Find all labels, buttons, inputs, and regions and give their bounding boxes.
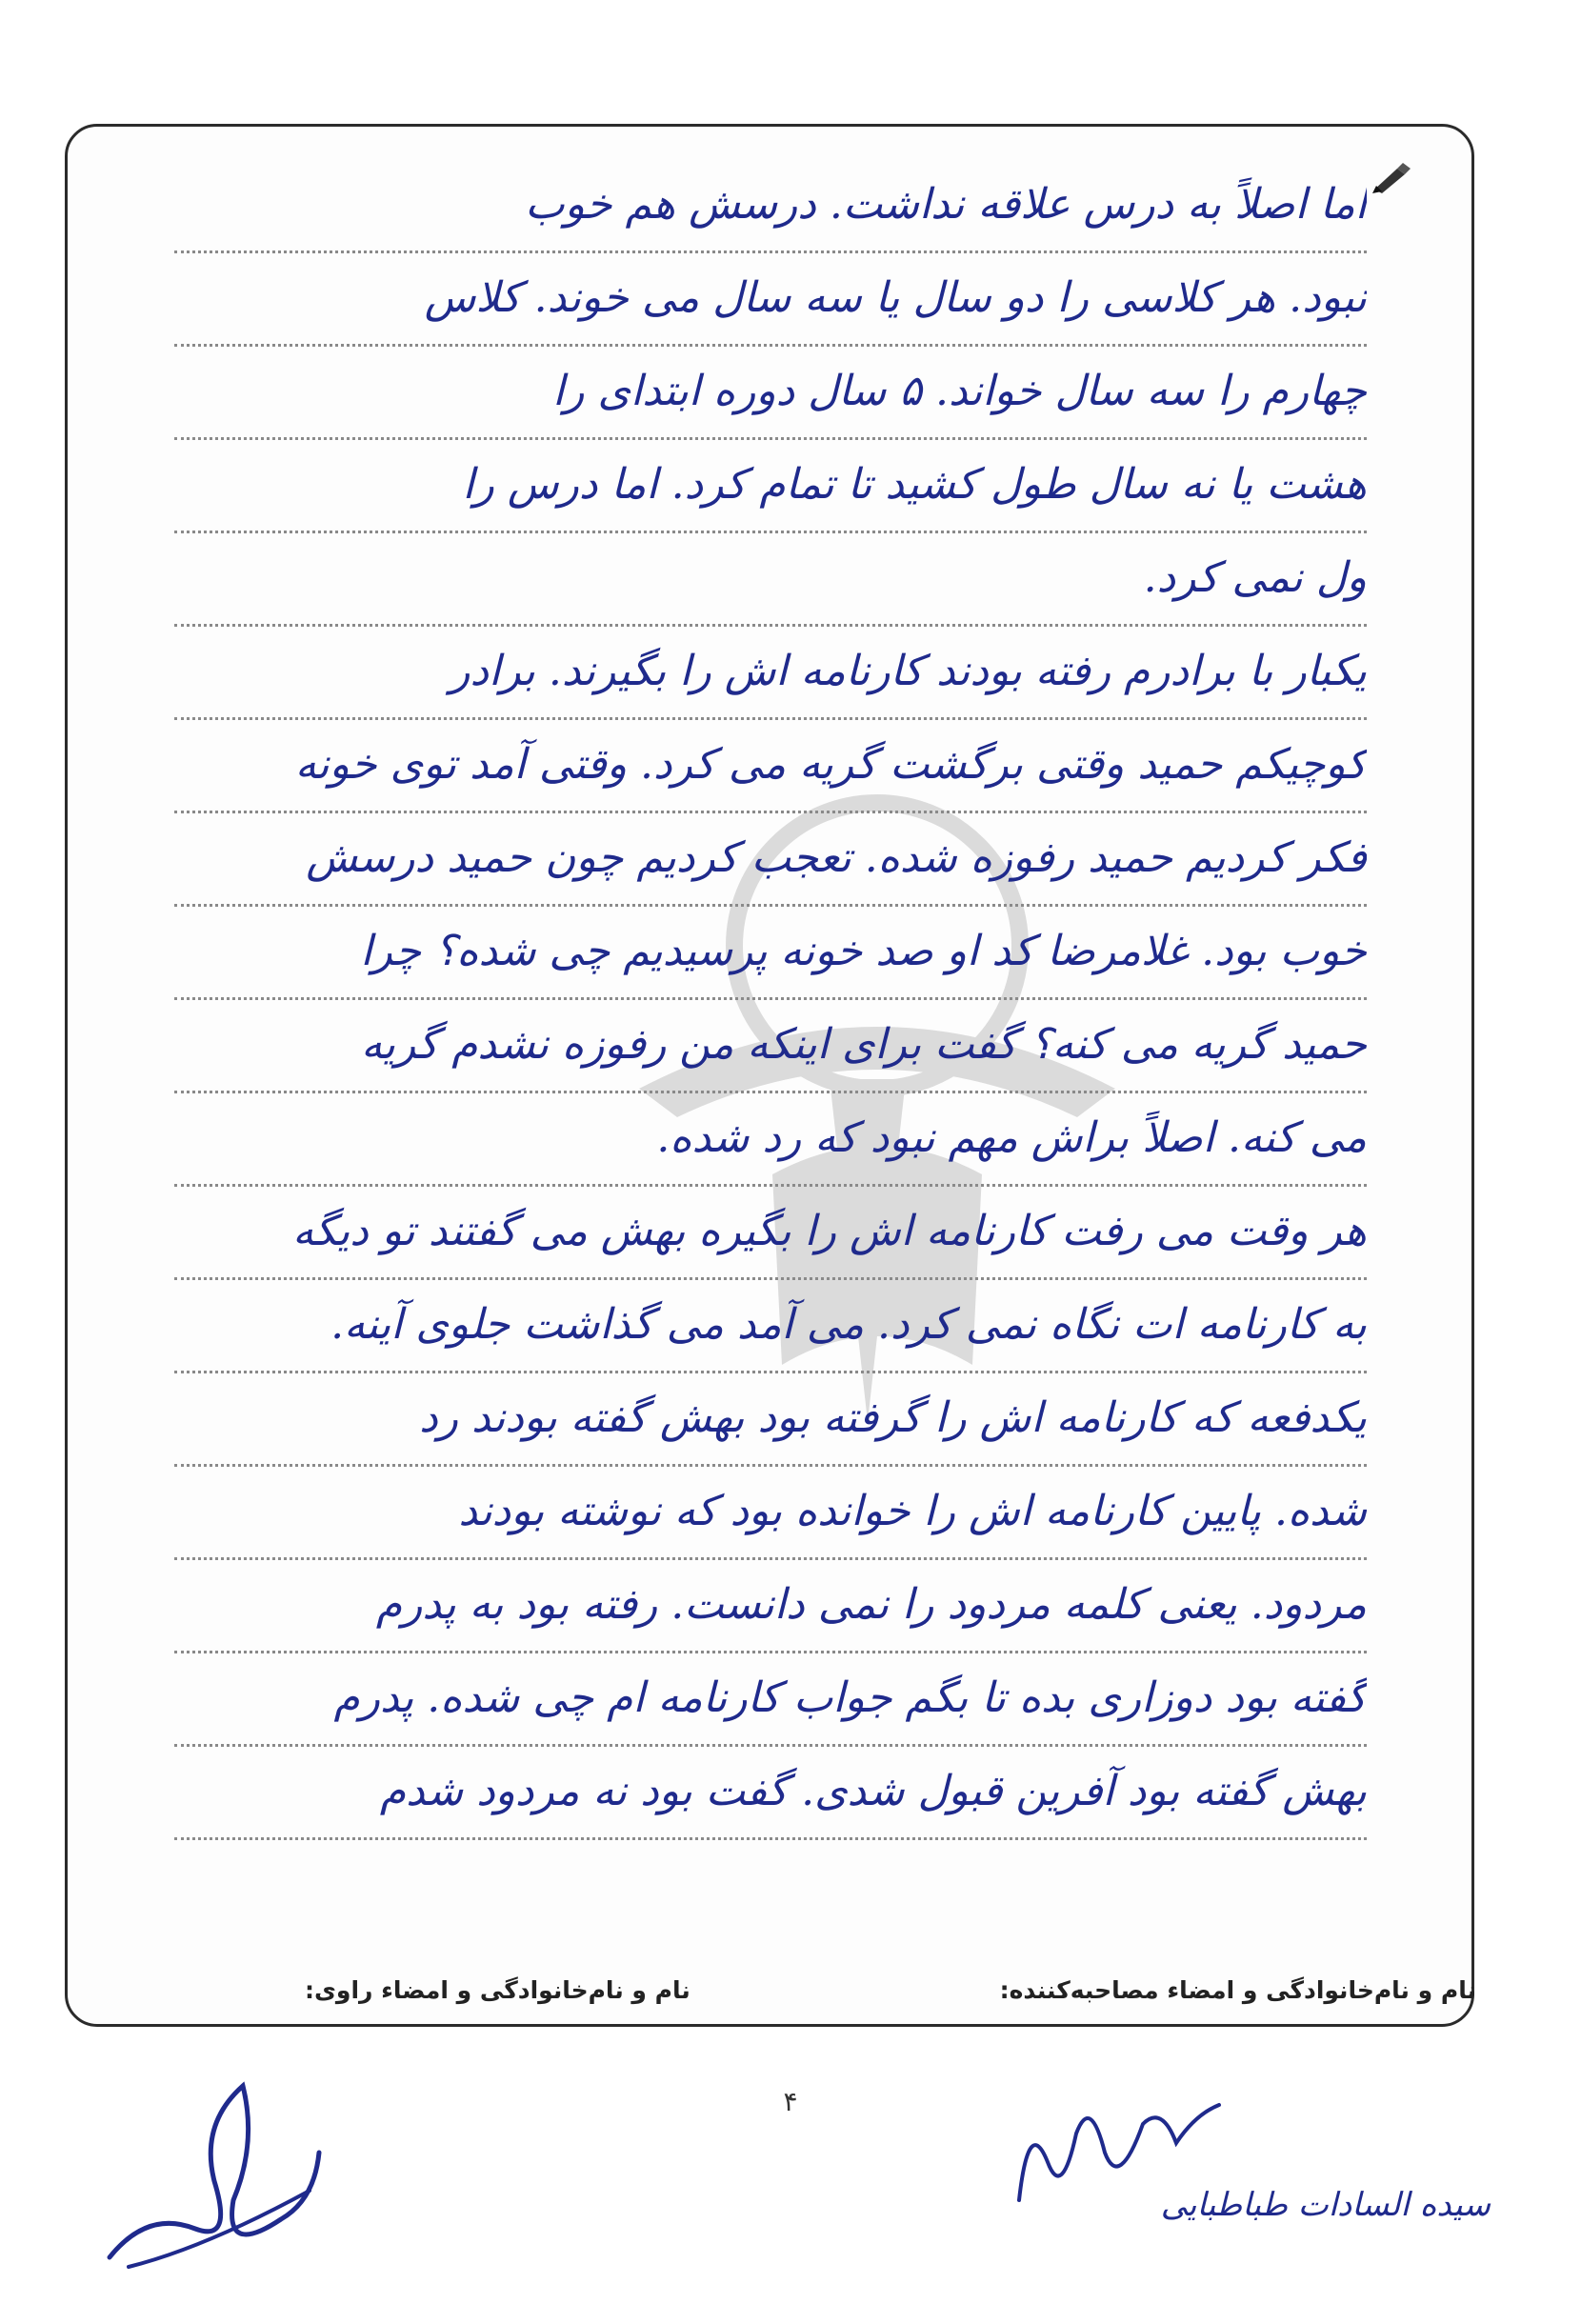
interview-page-frame [65, 124, 1474, 2027]
text-line: ول نمی کرد. [174, 538, 1367, 627]
signer-name: سیده السادات طباطبایی [1160, 2186, 1491, 2224]
text-line: به کارنامه ات نگاه نمی کرد. می آمد می گذاشت جلوی آینه. [174, 1285, 1367, 1373]
text-line: فکر کردیم حمید رفوزه شده. تعجب کردیم چون حمید درسش [174, 818, 1367, 907]
text-line: بهش گفته بود آفرین قبول شدی. گفت بود نه مردود شدم [174, 1752, 1367, 1840]
text-line: اما اصلاً به درس علاقه نداشت. درسش هم خوب [174, 165, 1367, 253]
text-line: خوب بود. غلامرضا کد او صد خونه پرسیدیم چی شده؟ چرا [174, 912, 1367, 1000]
text-line: یکبار با برادرم رفته بودند کارنامه اش را بگیرند. برادر [174, 631, 1367, 720]
interviewer-label: نام و نام‌خانوادگی و امضاء مصاحبه‌کننده: [999, 1976, 1476, 2004]
text-line: حمید گریه می کنه؟ گفت برای اینکه من رفوزه نشدم گریه [174, 1005, 1367, 1093]
text-line: شده. پایین کارنامه اش را خوانده بود که نوشته بودند [174, 1472, 1367, 1560]
narrator-label: نام و نام‌خانوادگی و امضاء راوی: [305, 1976, 690, 2004]
text-line: یکدفعه که کارنامه اش را گرفته بود بهش گفته بودند رد [174, 1378, 1367, 1467]
page-number: ۴ [783, 2086, 798, 2117]
text-line: هشت یا نه سال طول کشید تا تمام کرد. اما درس را [174, 445, 1367, 533]
text-line: گفته بود دوزاری بده تا بگم جواب کارنامه ام چی شده. پدرم [174, 1658, 1367, 1747]
pen-icon [1371, 161, 1412, 195]
text-line: نبود. هر کلاسی را دو سال یا سه سال می خوند. کلاس [174, 258, 1367, 347]
text-line: کوچیکم حمید وقتی برگشت گریه می کرد. وقتی آمد توی خونه [174, 725, 1367, 813]
text-line: هر وقت می رفت کارنامه اش را بگیره بهش می گفتند تو دیگه [174, 1192, 1367, 1280]
text-line: مردود. یعنی کلمه مردود را نمی دانست. رفته بود به پدرم [174, 1565, 1367, 1653]
left-signature [90, 2067, 338, 2295]
text-line: چهارم را سه سال خواند. ۵ سال دوره ابتدای را [174, 351, 1367, 440]
text-line: می کنه. اصلاً براش مهم نبود که رد شده. [174, 1098, 1367, 1187]
